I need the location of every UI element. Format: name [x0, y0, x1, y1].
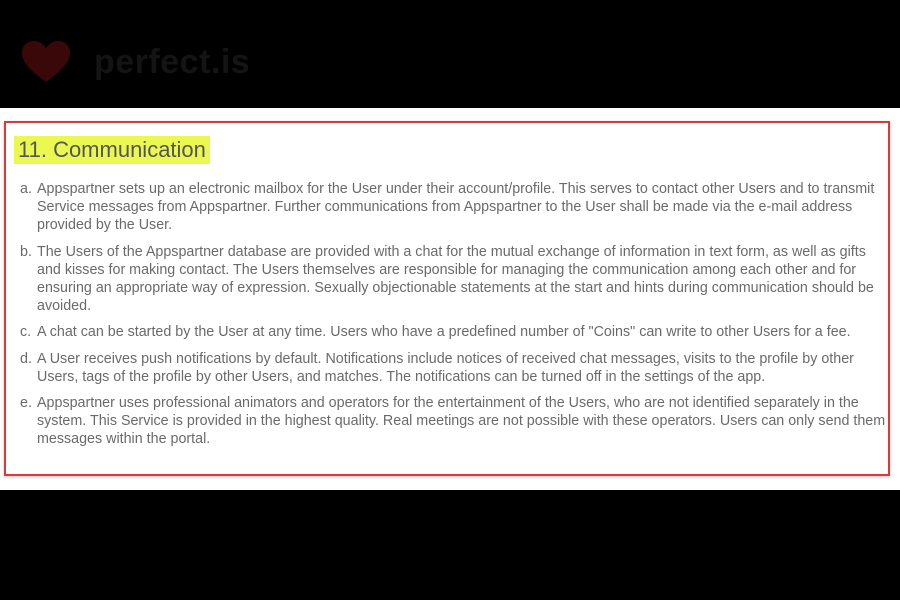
clause-text: Appspartner sets up an electronic mailbox for the User under their account/profile. This serves to contact other Users and to transmit Service messages from Appspartner. Further communications from Appspartner to the User shall be made via the e-mail address provided by the User. [37, 181, 875, 234]
clause-a [20, 180, 890, 235]
clause-letter: b. [20, 243, 32, 260]
clause-letter: d. [20, 350, 32, 367]
section-title: 11. Communication [14, 136, 210, 164]
clause-text: Appspartner uses professional animators and operators for the entertainment of the Users, who are not identified separately in the system. This Service is provided in the highest quality. Real meetings are not possible with these operators. Users can only send them messages within the portal. [37, 395, 886, 448]
clause-letter: a. [20, 181, 32, 197]
clause-text: A chat can be started by the User at any time. Users who have a predefined number of "Coins" can write to other Users for a fee. [37, 324, 851, 341]
header-band [0, 0, 900, 108]
clause-e [20, 394, 890, 449]
logo-text: perfect.is [94, 42, 251, 81]
clause-d [20, 350, 890, 386]
clause-text: A User receives push notifications by default. Notifications include notices of received chat messages, visits to the profile by other Users, tags of the profile by other Users, and matches. The notifications can be turned off in the settings of the app. [37, 350, 854, 385]
brand-logo[interactable] [20, 40, 250, 84]
clause-list [20, 180, 890, 457]
footer-band [0, 490, 900, 600]
clause-b [20, 243, 890, 316]
clause-letter: c. [20, 324, 32, 341]
clause-text: The Users of the Appspartner database are provided with a chat for the mutual exchange of information in text form, as well as gifts and kisses for making contact. The Users themselves are responsible for managing the communication among each other and for ensuring an appropriate way of expression. Sexually objectionable statements at the start and hints during communication should be avoided. [37, 243, 874, 315]
heart-icon [20, 40, 72, 84]
clause-c [20, 323, 890, 341]
clause-letter: e. [20, 395, 32, 412]
